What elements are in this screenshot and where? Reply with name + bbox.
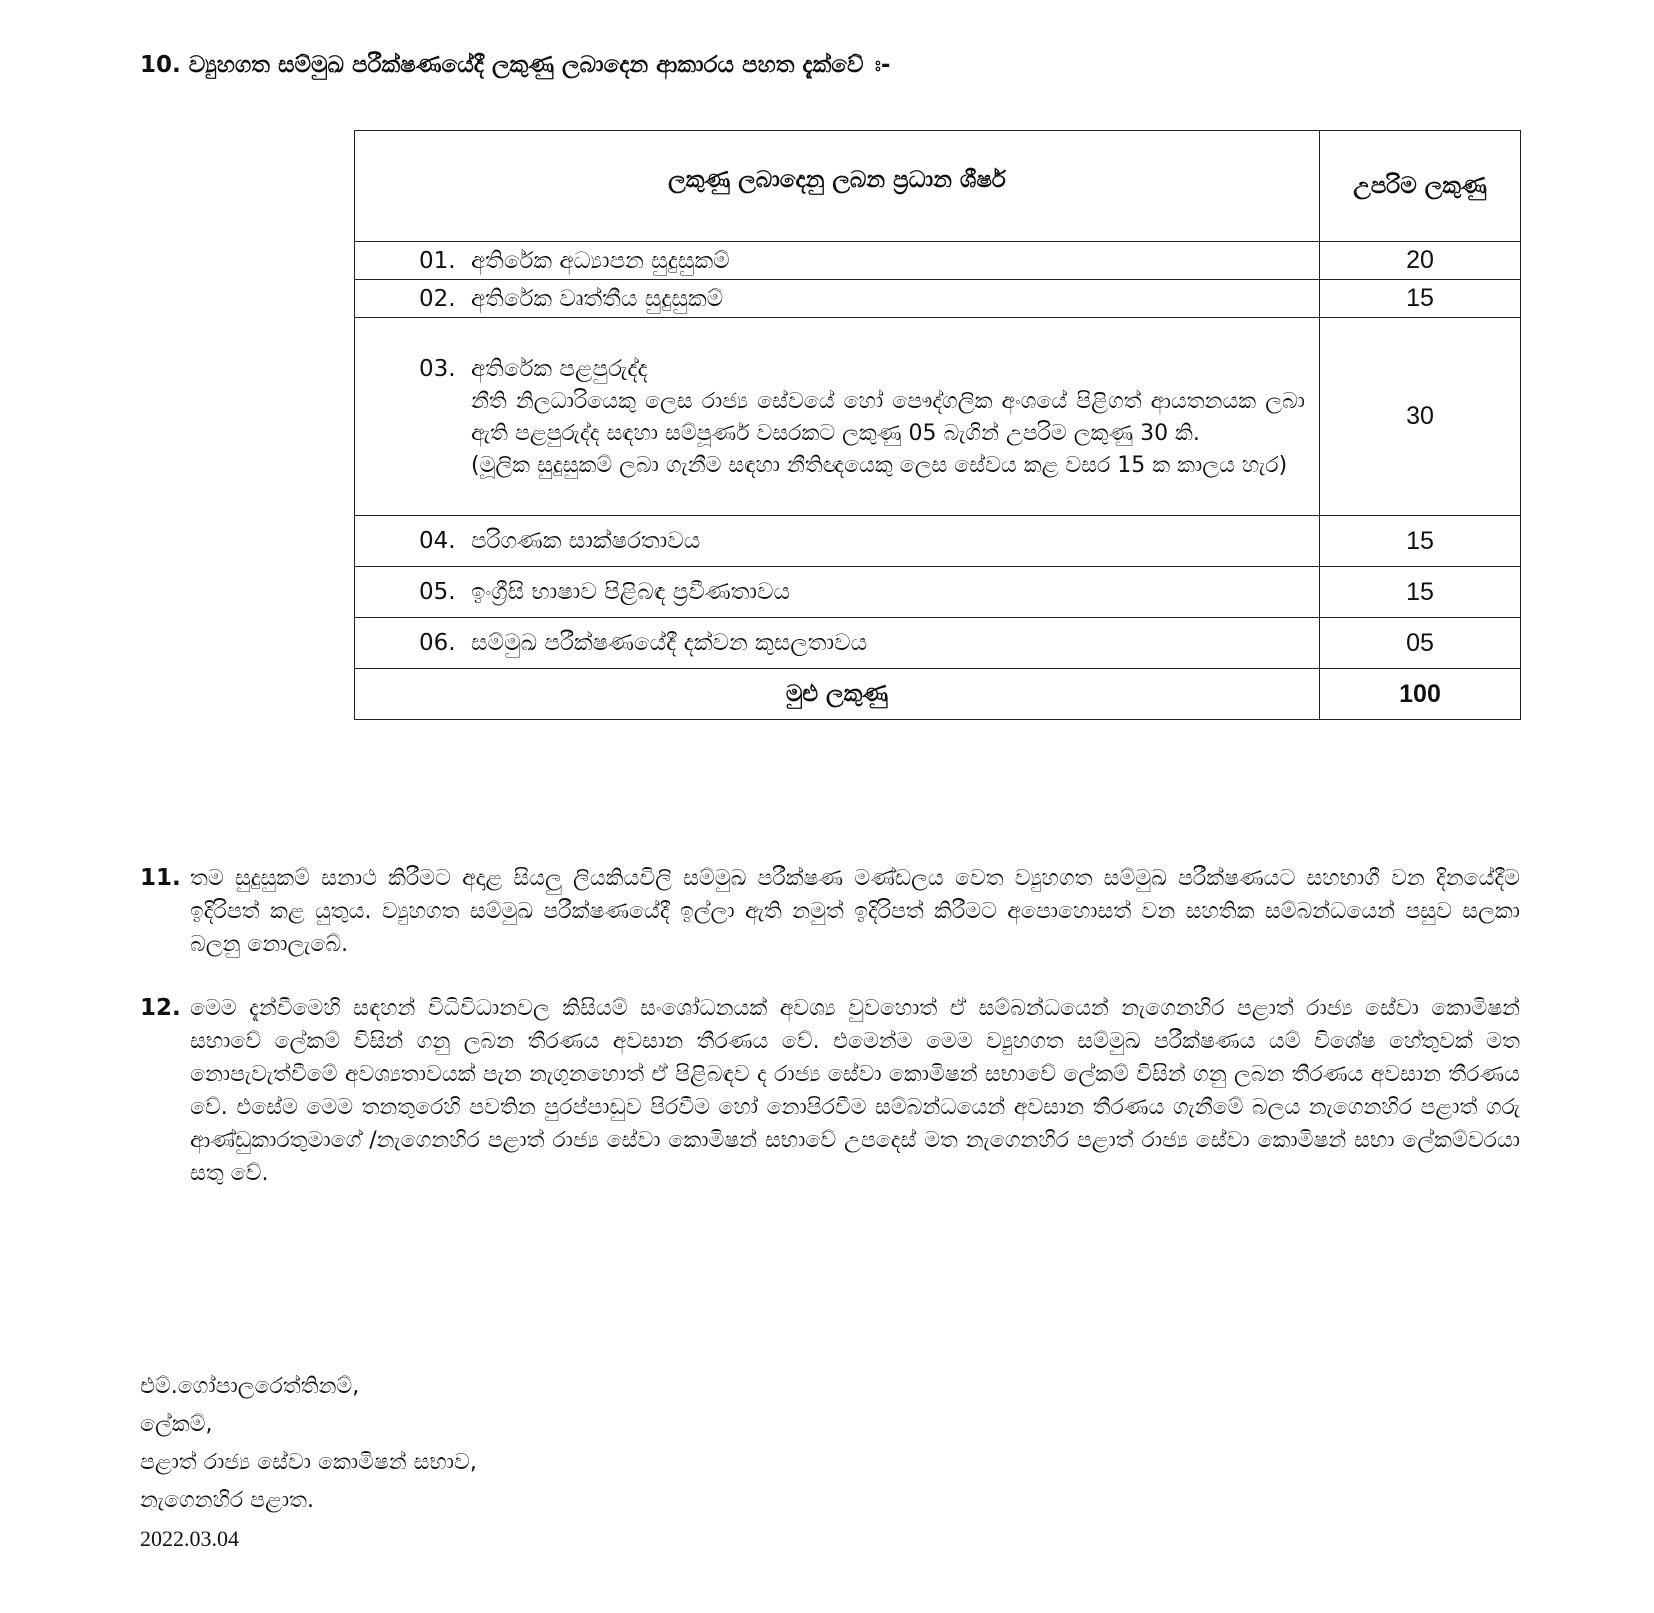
table-row <box>355 318 1521 516</box>
total-value: 100 <box>1320 669 1521 720</box>
header-title-cell <box>355 131 1320 242</box>
row-marks: 15 <box>1320 280 1521 318</box>
row-title-cell <box>355 618 1320 669</box>
header-title: ලකුණු ලබාදෙනු ලබන ප්‍රධාන ශීර්ෂ <box>668 167 1006 193</box>
table-header-row <box>355 131 1521 242</box>
total-label: මුළු ලකුණු <box>355 669 1320 720</box>
section-10-heading <box>140 52 890 78</box>
row-title-cell <box>355 318 1320 516</box>
section-11-text: තම සුදුසුකම් සනාථ කිරීමට අදාළ සියලු ලියකියවිලි සම්මුඛ පරීක්ෂණ මණ්ඩලය වෙත ව්‍යුහගත සම්මුඛ පරීක්ෂණයට සහභාගී වන දිනයේදීම ඉදිරිපත් කළ යුතුය. ව්‍යුහගත සම්මුඛ පරීක්ෂණයේදී ඉල්ලා ඇති නමුත් ඉදිරිපත් කිරීමට අපොහොසත් වන සහතික සම්බන්ධයෙන් පසුව සලකා බලනු නොලැබේ. <box>190 866 1520 957</box>
marks-table <box>354 130 1521 720</box>
section-11 <box>140 862 1520 961</box>
row-title: අතිරේක අධ්‍යාපන සුදුසුකම් <box>471 247 730 274</box>
row-marks: 15 <box>1320 567 1521 618</box>
row-note: (මූලික සුදුසුකම් ලබා ගැනීම සඳහා නීතිඥයෙකු ලෙස සේවය කළ වසර 15 ක කාලය හැර) <box>471 452 1288 478</box>
table-row <box>355 280 1521 318</box>
row-number: 03. <box>419 355 456 382</box>
row-marks: 15 <box>1320 516 1521 567</box>
section-10-heading-text: ව්‍යුහගත සම්මුඛ පරීක්ෂණයේදී ලකුණු ලබාදෙන ආකාරය පහත දැක්වේ ඃ- <box>188 52 891 78</box>
table-row <box>355 567 1521 618</box>
row-marks: 30 <box>1320 318 1521 516</box>
section-12 <box>140 992 1520 1190</box>
signature-block <box>140 1368 477 1558</box>
table-total-row <box>355 669 1521 720</box>
section-11-number: 11. <box>140 865 181 891</box>
row-number: 04. <box>419 528 456 554</box>
row-number: 05. <box>419 579 456 605</box>
row-marks: 20 <box>1320 242 1521 280</box>
row-title-cell <box>355 280 1320 318</box>
signatory-name: එම්.ගෝපාලරෙත්තිනම්, <box>140 1374 360 1399</box>
row-marks: 05 <box>1320 618 1521 669</box>
row-number: 01. <box>419 247 456 274</box>
row-title-cell <box>355 567 1320 618</box>
row-title-cell <box>355 242 1320 280</box>
row-title: සම්මුඛ පරීක්ෂණයේදී දක්වන කුසලතාවය <box>471 630 868 656</box>
row-title-cell <box>355 516 1320 567</box>
row-title: පරිගණක සාක්ෂරතාවය <box>471 528 701 554</box>
section-12-number: 12. <box>140 995 181 1021</box>
signatory-title: ලේකම්, <box>140 1412 213 1437</box>
row-title: අතිරේක පළපුරුද්ද <box>471 355 648 382</box>
table-row <box>355 242 1521 280</box>
signatory-province: නැගෙනහිර පළාත. <box>140 1488 314 1513</box>
signatory-organization: පළාත් රාජ්‍ය සේවා කොමිෂන් සභාව, <box>140 1450 477 1475</box>
row-description: නීති නිලධාරියෙකු ලෙස රාජ්‍ය සේවයේ හෝ පෞද්ගලික අංශයේ පිළිගත් ආයතනයක ලබා ඇති පළපුරුද්ද සඳහා සම්පූර්ණ වසරකට ලකුණු 05 බැගින් උපරිම ලකුණු 30 කි. <box>471 388 1305 446</box>
row-title: ඉංග්‍රීසි භාෂාව පිළිබඳ ප්‍රවීණතාවය <box>471 579 791 605</box>
header-max: උපරිම ලකුණු <box>1353 173 1487 199</box>
row-number: 02. <box>419 285 456 312</box>
section-10-number: 10. <box>140 52 181 78</box>
table-row <box>355 618 1521 669</box>
document-date: 2022.03.04 <box>140 1526 239 1551</box>
section-12-text: මෙම දැන්වීමෙහි සඳහන් විධිවිධානවල කිසියම් සංශෝධනයක් අවශ්‍ය වුවහොත් ඒ සම්බන්ධයෙන් නැගෙනහිර පළාත් රාජ්‍ය සේවා කොමිෂන් සභාවේ ලේකම් විසින් ගනු ලබන තීරණය අවසාන තීරණය වේ. එමෙන්ම මෙම ව්‍යුහගත සම්මුඛ පරීක්ෂණය යම් විශේෂ හේතුවක් මත නොපැවැත්වීමේ අවශ්‍යතාවයක් පැන නැගුනහොත් ඒ පිළිබඳව ද රාජ්‍ය සේවා කොමිෂන් සභාවේ ලේකම් විසින් ගනු ලබන තීරණය අවසාන තීරණය වේ. එසේම මෙම තනතුරෙහි පවතින පුරප්පාඩුව පිරවීම හෝ නොපිරවීම සම්බන්ධයෙන් අවසාන තීරණය ගැනීමේ බලය නැගෙනහිර පළාත් ගරු ආණ්ඩුකාරතුමාගේ /නැගෙනහිර පළාත් රාජ්‍ය සේවා කොමිෂන් සභාවේ උපදෙස් මත නැගෙනහිර පළාත් රාජ්‍ය සේවා කොමිෂන් සභා ලේකම්වරයා සතු වේ. <box>190 996 1520 1186</box>
header-max-cell <box>1320 131 1521 242</box>
table-row <box>355 516 1521 567</box>
row-title: අතිරේක වෘත්තීය සුදුසුකම් <box>471 285 724 312</box>
row-number: 06. <box>419 630 456 656</box>
